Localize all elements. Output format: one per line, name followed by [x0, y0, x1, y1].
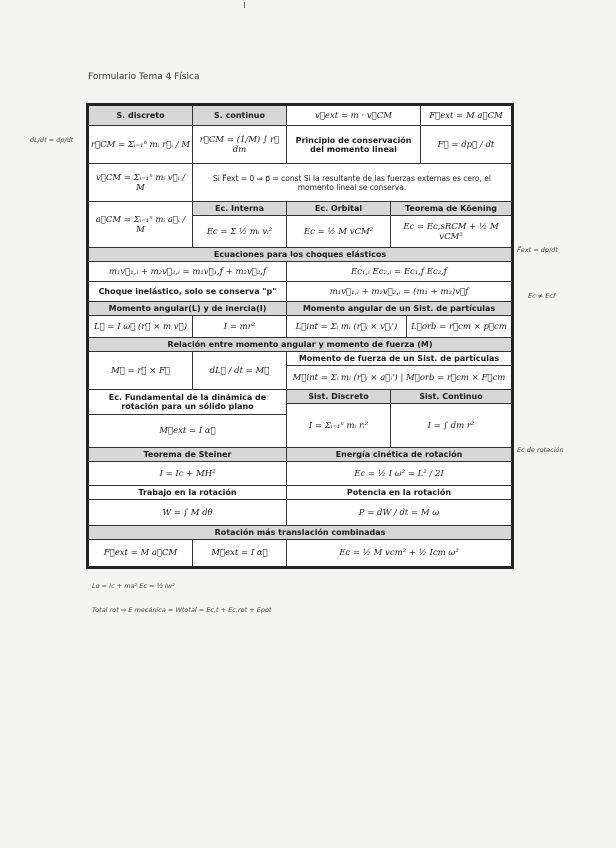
- a-cm-formula: a⃗CM = Σᵢ₌₁ⁿ mᵢ a⃗ᵢ / M: [89, 202, 193, 248]
- koening-header: Teorema de Köening: [391, 202, 511, 216]
- steiner-header: Teorema de Steiner: [89, 448, 286, 462]
- angular-momentum-system-header: Momento angular de un Sist. de partículas: [287, 302, 511, 316]
- l-orb-formula: L⃗orb = r⃗cm × p⃗cm: [407, 316, 511, 338]
- table-row: [89, 316, 511, 338]
- combined-torque-formula: M⃗ext = I α⃗: [193, 540, 287, 566]
- s-discreto-header: S. discreto: [89, 106, 193, 126]
- rotation-dynamics-formula: M⃗ext = I α⃗: [159, 426, 216, 436]
- table-row: [89, 352, 511, 390]
- rotational-work-cell: [89, 486, 287, 526]
- torque-relation-header: Relación entre momento angular y momento de fuerza (M): [89, 338, 511, 352]
- koening-formula: Ec = Ec,sRCM + ½ M vCM²: [403, 221, 499, 242]
- rotational-power-header: Potencia en la rotación: [287, 486, 511, 500]
- koening-cell: [391, 202, 511, 248]
- v-cm-formula: v⃗CM = Σᵢ₌₁ⁿ mᵢ v⃗ᵢ / M: [89, 164, 193, 202]
- ec-orbital-formula: Ec = ½ M vCM²: [303, 226, 374, 237]
- handwritten-note-right-1: F⃗ext = dp/dt: [517, 246, 558, 254]
- table-row: [89, 202, 511, 248]
- linear-momentum-principle: Principio de conservación del momento lineal: [287, 126, 421, 164]
- handwritten-note-left: dL/dt = dp/dt: [30, 136, 74, 144]
- steiner-formula: I = Ic + MH²: [159, 468, 216, 479]
- rotational-ke-header: Energía cinética de rotación: [287, 448, 511, 462]
- discrete-inertia-formula: I = Σᵢ₌₁ⁿ mᵢ rᵢ²: [308, 420, 369, 431]
- table-row: [89, 526, 511, 540]
- table-row: [89, 248, 511, 262]
- formula-table: [86, 103, 514, 569]
- torque-system-formula: M⃗int = Σᵢ mᵢ (r⃗ᵢ × a⃗ᵢ') | M⃗orb = r⃗cm × F⃗cm: [292, 372, 506, 383]
- ec-internal-header: Ec. Interna: [193, 202, 286, 216]
- handwritten-note-right-3: Ec de rotación: [517, 446, 564, 454]
- continuous-inertia-formula: I = ∫ dm r²: [427, 420, 475, 431]
- momentum-conservation-note: Si F⃗ext = 0 ⇒ p⃗ = const Si la resultante de las fuerzas externas es cero, el momento lineal se conserva.: [193, 164, 511, 202]
- ec-orbital-cell: [287, 202, 391, 248]
- rotational-work-formula: W = ∫ M dθ: [162, 507, 213, 518]
- handwritten-note-right-2: Ec ≠ Ecf: [528, 292, 556, 300]
- table-row: [89, 302, 511, 316]
- combined-force-formula: F⃗ext = M a⃗CM: [89, 540, 193, 566]
- continuous-inertia-header: Sist. Continuo: [391, 390, 511, 404]
- impulse-formula: v⃗ext = m · v⃗CM: [287, 106, 421, 126]
- table-row: [89, 486, 511, 526]
- ec-internal-cell: [193, 202, 287, 248]
- discrete-inertia-cell: [287, 390, 391, 448]
- scan-mark: [244, 2, 245, 8]
- elastic-energy-formula: Ec₁,ᵢ Ec₂,ᵢ = Ec₁,f Ec₂,f: [287, 262, 511, 282]
- table-row: [89, 164, 511, 202]
- discrete-inertia-header: Sist. Discreto: [287, 390, 390, 404]
- force-momentum-formula: F⃗ = dp⃗ / dt: [421, 126, 511, 164]
- l-int-formula: L⃗int = Σᵢ mᵢ (r⃗ᵢ × v⃗ᵢ'): [287, 316, 407, 338]
- torque-system-cell: [287, 352, 511, 390]
- s-continuo-header: S. continuo: [193, 106, 287, 126]
- rotational-ke-formula: Ec = ½ I ω² = L² / 2I: [354, 468, 444, 479]
- elastic-momentum-formula: m₁v⃗₁,ᵢ + m₂v⃗₂,ᵢ = m₁v⃗₁,f + m₂v⃗₂,f: [89, 262, 287, 282]
- handwritten-bottom-line-1: Lo = Ic + ma² Ec = ½ Iw²: [92, 582, 175, 590]
- table-row: [89, 282, 511, 302]
- torque-formula: M⃗ = r⃗ × F⃗: [89, 352, 193, 390]
- angular-momentum-header: Momento angular(L) y de inercia(I): [89, 302, 287, 316]
- table-row: [89, 126, 511, 164]
- table-row: [89, 390, 511, 448]
- document-title: Formulario Tema 4 Física: [88, 72, 200, 82]
- continuous-inertia-cell: [391, 390, 511, 448]
- torque-system-header: Momento de fuerza de un Sist. de partículas: [287, 352, 511, 366]
- steiner-cell: [89, 448, 287, 486]
- rotational-power-cell: [287, 486, 511, 526]
- rotation-dynamics-cell: [89, 390, 287, 448]
- r-cm-continuous-formula: r⃗CM = (1/M) ∫ r⃗ dm: [193, 126, 287, 164]
- angular-momentum-formula: L⃗ = I ω⃗ (r⃗ × m v⃗): [89, 316, 193, 338]
- table-row: [89, 338, 511, 352]
- r-cm-discrete-formula: r⃗CM = Σᵢ₌₁ⁿ mᵢ r⃗ᵢ / M: [89, 126, 193, 164]
- rotational-power-formula: P = dW / dt = M ω: [358, 507, 440, 518]
- rotational-work-header: Trabajo en la rotación: [89, 486, 286, 500]
- combined-motion-header: Rotación más translación combinadas: [89, 526, 511, 540]
- ec-internal-formula: Ec = Σ ½ mᵢ vᵢ²: [206, 226, 273, 237]
- newton-cm-formula: F⃗ext = M a⃗CM: [421, 106, 511, 126]
- combined-energy-formula: Ec = ½ M vcm² + ½ Icm ω²: [339, 548, 459, 558]
- table-row: [89, 448, 511, 486]
- inelastic-note: Choque inelástico, solo se conserva "p": [89, 282, 287, 302]
- table-row: [89, 540, 511, 566]
- ec-orbital-header: Ec. Orbital: [287, 202, 390, 216]
- handwritten-bottom-line-2: Total rot ⇒ E mecánica = Wtotal = Ec,t + Ec,rot + Epot: [92, 606, 272, 614]
- elastic-collisions-header: Ecuaciones para los choques elásticos: [89, 248, 511, 262]
- inertia-formula: I = mr²: [193, 316, 287, 338]
- table-row: [89, 106, 511, 126]
- inelastic-formula: m₁v⃗₁,ᵢ + m₂v⃗₂,ᵢ = (m₁ + m₂)v⃗f: [287, 282, 511, 302]
- rotational-ke-cell: [287, 448, 511, 486]
- dl-dt-formula: dL⃗ / dt = M⃗: [193, 352, 287, 390]
- table-row: [89, 262, 511, 282]
- rotation-dynamics-header: Ec. Fundamental de la dinámica de rotación para un sólido plano: [89, 390, 286, 415]
